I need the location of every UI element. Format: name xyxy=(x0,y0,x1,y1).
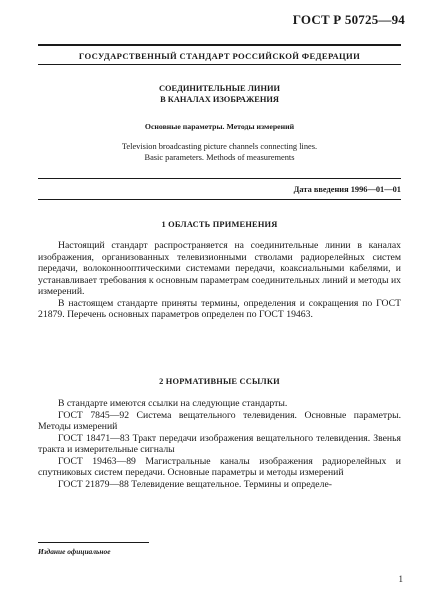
section-heading-scope: 1 ОБЛАСТЬ ПРИМЕНЕНИЯ xyxy=(161,220,278,229)
section-heading-references: 2 НОРМАТИВНЫЕ ССЫЛКИ xyxy=(159,377,280,386)
header-rule-top xyxy=(38,44,401,46)
section-body-references xyxy=(38,398,401,490)
english-title-line-2: Basic parameters. Methods of measurements xyxy=(144,152,295,162)
footer-rule xyxy=(38,542,149,543)
document-title xyxy=(38,83,401,105)
reference-item: ГОСТ 19463—89 Магистральные каналы изображения радиорелейных и спутниковых систем передачи. Основные параметры и методы измерений xyxy=(38,455,401,478)
date-rule-top xyxy=(38,178,401,179)
paragraph: Настоящий стандарт распространяется на соединительные линии в каналах изображения, организованных телевизионными стволами радиорелейных систем передачи, волоконнооптическими системами передачи, коаксиальными кабелями, и устанавливает требования к основным параметрам соединительных линий и методы их измерений. xyxy=(38,240,401,297)
paragraph: В настоящем стандарте приняты термины, определения и сокращения по ГОСТ 21879. Перечень основных параметров определен по ГОСТ 19463. xyxy=(38,297,401,320)
page-number: 1 xyxy=(398,574,403,584)
state-standard-title: ГОСУДАРСТВЕННЫЙ СТАНДАРТ РОССИЙСКОЙ ФЕДЕРАЦИИ xyxy=(78,51,361,61)
english-title-line-1: Television broadcasting picture channels connecting lines. xyxy=(121,142,318,151)
reference-item: ГОСТ 21879—88 Телевидение вещательное. Термины и определе- xyxy=(58,478,332,490)
document-title-line-1: СОЕДИНИТЕЛЬНЫЕ ЛИНИИ xyxy=(158,84,280,93)
reference-item: ГОСТ 7845—92 Система вещательного телевидения. Основные параметры. Методы измерений xyxy=(38,409,401,432)
english-title xyxy=(38,142,401,163)
paragraph: В стандарте имеются ссылки на следующие стандарты. xyxy=(58,398,288,409)
reference-item: ГОСТ 18471—83 Тракт передачи изображения вещательного телевидения. Звенья тракта и измерительные сигналы xyxy=(38,432,401,455)
official-edition-label: Издание официальное xyxy=(38,547,111,556)
document-subtitle: Основные параметры. Методы измерений xyxy=(144,122,295,131)
section-body-scope xyxy=(38,240,401,321)
header-rule-bottom xyxy=(38,64,401,65)
document-title-line-2: В КАНАЛАХ ИЗОБРАЖЕНИЯ xyxy=(160,95,279,104)
introduction-date: Дата введения 1996—01—01 xyxy=(293,185,401,194)
date-rule-bottom xyxy=(38,199,401,200)
gost-code: ГОСТ Р 50725—94 xyxy=(292,12,405,27)
